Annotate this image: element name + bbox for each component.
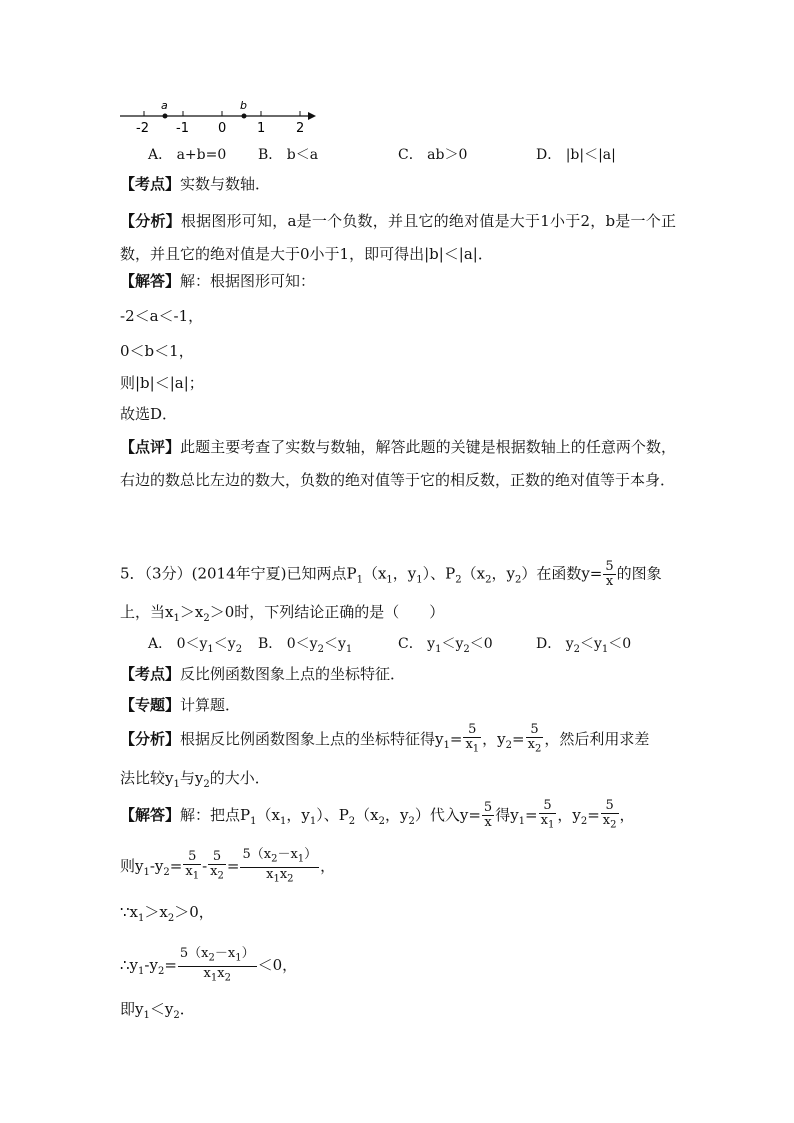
q4-step3: 则|b|＜|a|； [120, 374, 204, 392]
q5-option-d: D． $y_2<y_1<0$ [536, 636, 632, 655]
q4-option-d: D． |b|＜|a| [536, 147, 616, 163]
point-b-label: b [240, 99, 247, 112]
tick-label: 0 [218, 121, 227, 136]
q4-jieda: 【解答】解：根据图形可知： [120, 272, 316, 290]
q4-step4: 故选D． [120, 405, 178, 423]
q4-kaodian: 【考点】实数与数轴． [120, 175, 271, 193]
q5-fenxi: 【分析】根据反比例函数图象上点的坐标特征得$y_1=$ $\frac{5}{x_1}$ ，$y_2=$ $\frac{5}{x_2}$ ，然后利用求差 [120, 722, 650, 755]
tick-label: 2 [296, 121, 305, 136]
q4-option-c: C． ab＞0 [398, 147, 468, 163]
q5-kaodian: 【考点】反比例函数图象上点的坐标特征． [120, 665, 406, 683]
number-line-figure [118, 98, 323, 136]
point-a-label: a [161, 99, 168, 112]
q5-option-b: B． $0<y_2<y_1$ [258, 636, 353, 655]
q5-step-because: $\because x_1>x_2>0$， [120, 903, 214, 924]
q5-option-c: C． $y_1<y_2<0$ [398, 636, 493, 655]
q5-zhuanti: 【专题】计算题． [120, 696, 241, 714]
tick-label: -1 [176, 121, 189, 136]
tick-label: -2 [136, 121, 149, 136]
q5-fenxi-line2: 法比较$y_1$与$y_2$的大小． [120, 769, 270, 790]
q5-option-a: A． $0<y_1<y_2$ [148, 636, 243, 655]
tick-label: 1 [257, 121, 266, 136]
q4-dianping: 【点评】此题主要考查了实数与数轴，解答此题的关键是根据数轴上的任意两个数，右边的数总比左边的数大，负数的绝对值等于它的相反数，正数的绝对值等于本身． [120, 438, 676, 489]
q5-step-ze: 则$y_1-y_2=$ $\frac{5}{x_1}$ - $\frac{5}{x_2}$ = $\frac{5(x_2-x_1)}{x_1x_2}$ ， [120, 847, 336, 885]
q4-option-b: B． b＜a [258, 147, 319, 163]
q5-jieda: 【解答】解：把点$P_1(x_1$，$y_1$）、$P_2(x_2$，$y_2$）代入y= $\frac{5}{x}$ 得$y_1=$ $\frac{5}{x_1}$ ，$y_2=$ $\frac{5}{x_2}$ ， [120, 798, 635, 831]
number-line-arrow [308, 112, 316, 120]
q5-stem: 5．（3分）(2014年宁夏)已知两点$P_1(x_1$，$y_1$）、$P_2(x_2$，$y_2$）在函数y= $\frac{5}{x}$ 的图象 [120, 559, 662, 589]
q5-step-therefore: $\therefore y_1-y_2=$ $\frac{5(x_2-x_1)}{x_1x_2}$ ＜0， [120, 946, 298, 984]
q4-step1: -2＜a＜-1， [120, 307, 204, 325]
q5-step-ji: 即$y_1<y_2$． [120, 1000, 195, 1021]
q4-option-a: A． a+b=0 [148, 147, 227, 163]
point-b [242, 114, 247, 119]
point-a [163, 114, 168, 119]
fraction: $\frac{5}{x}$ [605, 559, 614, 589]
q5-stem-line2: 上，当$x_1>x_2>0$时，下列结论正确的是（ ） [120, 603, 445, 624]
q4-step2: 0＜b＜1， [120, 342, 194, 360]
q4-fenxi: 【分析】根据图形可知，a是一个负数，并且它的绝对值是大于1小于2，b是一个正数，并且它的绝对值是大于0小于1，即可得出|b|＜|a|． [120, 212, 676, 263]
